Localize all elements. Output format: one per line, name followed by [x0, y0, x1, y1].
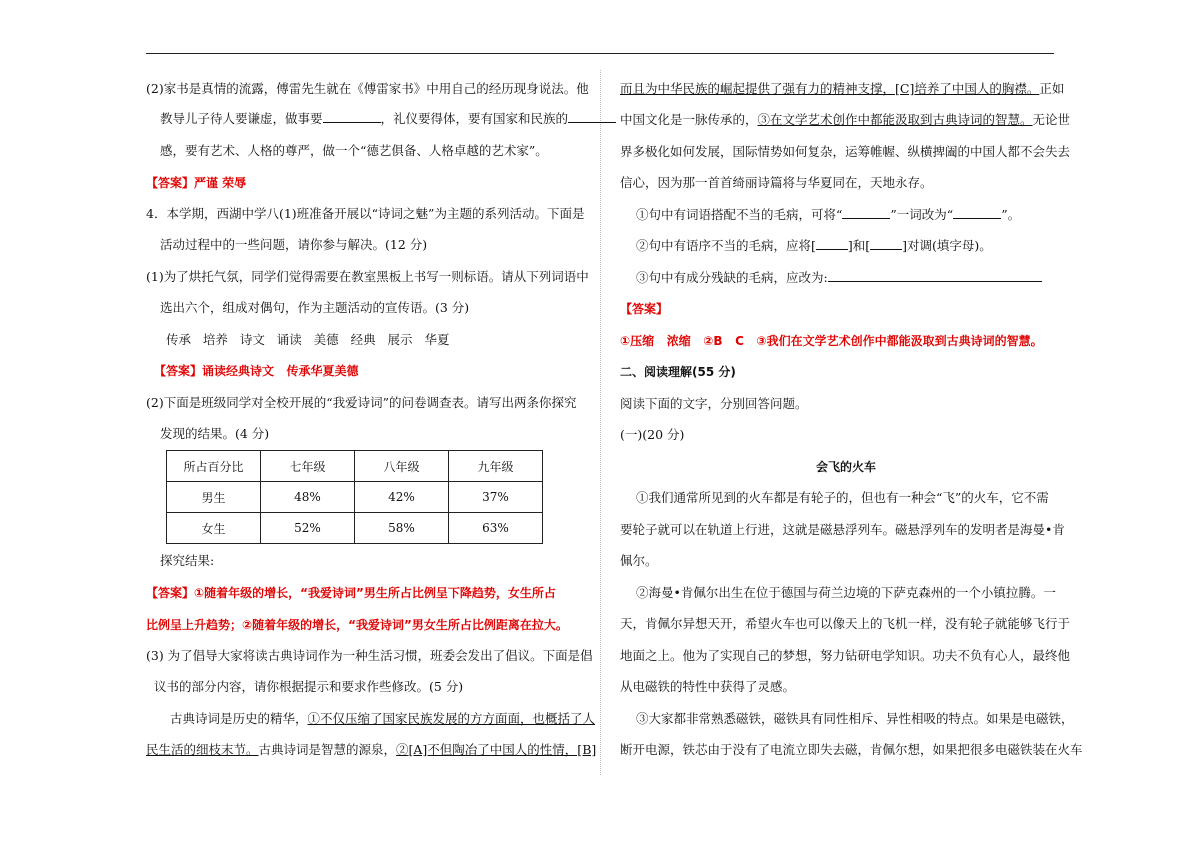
table-cell: 42% [355, 482, 449, 513]
blank-1 [323, 110, 381, 123]
q4-2-line-2: 发现的结果。(4 分) [160, 426, 270, 441]
header-rule [146, 53, 1054, 54]
subquestion-3 [636, 269, 1042, 287]
blank-7 [828, 269, 1042, 282]
passage-line-2 [146, 741, 596, 759]
subquestion-2 [636, 237, 992, 255]
reading-instruction: 阅读下面的文字，分别回答问题。 [620, 396, 808, 411]
paragraph-2-line-3: 地面之上。他为了实现自己的梦想，努力钻研电学知识。功夫不负有心人，最终他 [620, 648, 1071, 663]
table-header-cell: 九年级 [449, 451, 543, 482]
q4-1-line-1: (1)为了烘托气氛，同学们觉得需要在教室黑板上书写一则标语。请从下列词语中 [146, 269, 589, 284]
table-header-row [167, 451, 543, 482]
table-cell: 男生 [167, 482, 261, 513]
q4-3-line-2: 议书的部分内容，请你根据提示和要求作些修改。(5 分) [154, 679, 464, 694]
paragraph-1-line-3: 佩尔。 [620, 553, 658, 568]
explore-label: 探究结果: [160, 553, 215, 568]
q2-line-2 [160, 110, 616, 128]
table-cell: 52% [261, 513, 355, 544]
section-2-heading: 二、阅读理解(55 分) [620, 365, 736, 379]
sentence-2-c: [C]培养了中国人的胸襟。 [895, 81, 1040, 96]
sentence-1-underlined-cont: 民生活的细枝末节。 [146, 742, 259, 757]
q2-line-1: (2)家书是真情的流露，傅雷先生就在《傅雷家书》中用自己的经历现身说法。他 [146, 81, 589, 96]
q2-answer: 【答案】严谨 荣辱 [146, 176, 247, 190]
survey-table [166, 450, 543, 544]
paragraph-3-line-1: ③大家都非常熟悉磁铁，磁铁具有同性相斥、异性相吸的特点。如果是电磁铁， [636, 711, 1074, 726]
subquestion-1 [636, 206, 1020, 224]
blank-3 [842, 206, 890, 219]
sentence-2-underlined: ②[A]不但陶冶了中国人的性情，[B] [396, 742, 597, 757]
subq-text: ③句中有成分残缺的毛病，应改为: [636, 270, 828, 285]
sentence-2-underlined-cont: 而且为中华民族的崛起提供了强有力的精神支撑， [620, 81, 896, 96]
table-cell: 58% [355, 513, 449, 544]
paragraph-1-line-1: ①我们通常所见到的火车都是有轮子的，但也有一种会“飞”的火车，它不需 [636, 490, 1049, 505]
sentence-3-underlined: ③在文学艺术创作中都能汲取到古典诗词的智慧。 [757, 112, 1033, 127]
q4-line-1: 4．本学期，西湖中学八(1)班准备开展以“诗词之魅”为主题的系列活动。下面是 [146, 206, 585, 221]
passage-line-1 [170, 710, 595, 728]
blank-2 [568, 110, 616, 123]
word-options: 传承 培养 诗文 诵读 美德 经典 展示 华夏 [166, 332, 450, 347]
right-line-3: 界多极化如何发展，国际情势如何复杂，运筹帷幄、纵横捭阖的中国人都不会失去 [620, 144, 1071, 159]
table-header-cell: 所占百分比 [167, 451, 261, 482]
blank-6 [870, 237, 902, 250]
paragraph-3-line-2: 断开电源，铁芯由于没有了电流立即失去磁，肯佩尔想，如果把很多电磁铁装在火车 [620, 742, 1083, 757]
subq-text: ]和[ [847, 238, 871, 253]
subq-text: ②句中有语序不当的毛病，应将[ [636, 238, 816, 253]
q4-3-line-1: (3) 为了倡导大家将读古典诗词作为一种生活习惯，班委会发出了倡议。下面是倡 [146, 648, 593, 663]
q4-1-answer: 【答案】诵读经典诗文 传承华夏美德 [154, 364, 359, 378]
part-1-heading: (一)(20 分) [620, 427, 685, 442]
subq-text: ]对调(填字母)。 [902, 238, 992, 253]
answer-label: 【答案】 [620, 302, 669, 316]
q4-1-line-2: 选出六个，组成对偶句，作为主题活动的宣传语。(3 分) [160, 300, 470, 315]
paragraph-2-line-1: ②海曼•肯佩尔出生在位于德国与荷兰边境的下萨克森州的一个小镇拉腾。一 [636, 585, 1056, 600]
q2-text-a: 教导儿子待人要谦虚，做事要 [160, 111, 323, 126]
subq-text: ”一词改为“ [890, 207, 954, 222]
table-row [167, 482, 543, 513]
blank-4 [953, 206, 1001, 219]
passage-text: 古典诗词是智慧的源泉， [258, 742, 397, 757]
q2-text-b: ，礼仪要得体，要有国家和民族的 [380, 111, 569, 126]
passage-text: 无论世 [1032, 112, 1071, 127]
q4-2-answer-line-2: 比例呈上升趋势；②随着年级的增长，“我爱诗词”男女生所占比例距离在拉大。 [146, 618, 568, 632]
column-divider [600, 70, 602, 775]
table-row [167, 513, 543, 544]
right-line-2 [620, 111, 1070, 129]
blank-5 [816, 237, 848, 250]
passage-text: 古典诗词是历史的精华， [170, 711, 308, 726]
table-cell: 63% [449, 513, 543, 544]
paragraph-2-line-2: 天，肯佩尔异想天开，希望火车也可以像天上的飞机一样，没有轮子就能够飞行于 [620, 616, 1071, 631]
table-header-cell: 八年级 [355, 451, 449, 482]
paragraph-2-line-4: 从电磁铁的特性中获得了灵感。 [620, 679, 796, 694]
subq-text: ①句中有词语搭配不当的毛病，可将“ [636, 207, 843, 222]
paragraph-1-line-2: 要轮子就可以在轨道上行进，这就是磁悬浮列车。磁悬浮列车的发明者是海曼•肯 [620, 522, 1065, 537]
table-cell: 37% [449, 482, 543, 513]
q4-2-line-1: (2)下面是班级同学对全校开展的“我爱诗词”的问卷调查表。请写出两条你探究 [146, 395, 577, 410]
q4-3-answer: ①压缩 浓缩 ②B C ③我们在文学艺术创作中都能汲取到古典诗词的智慧。 [620, 334, 1043, 348]
passage-text: 正如 [1039, 81, 1065, 96]
table-cell: 女生 [167, 513, 261, 544]
q2-line-3: 感，要有艺术、人格的尊严，做一个“德艺俱备、人格卓越的艺术家”。 [160, 143, 548, 158]
q4-line-2: 活动过程中的一些问题，请你参与解决。(12 分) [160, 237, 428, 252]
right-line-1 [620, 80, 1064, 98]
table-cell: 48% [261, 482, 355, 513]
subq-text: ”。 [1001, 207, 1021, 222]
passage-text: 中国文化是一脉传承的， [620, 112, 758, 127]
sentence-1-underlined: ①不仅压缩了国家民族发展的方方面面，也概括了人 [307, 711, 596, 726]
right-line-4: 信心，因为那一首首绮丽诗篇将与华夏同在，天地永存。 [620, 175, 933, 190]
q4-2-answer-line-1: 【答案】①随着年级的增长，“我爱诗词”男生所占比例呈下降趋势，女生所占 [146, 586, 556, 600]
article-title: 会飞的火车 [816, 460, 877, 474]
table-header-cell: 七年级 [261, 451, 355, 482]
